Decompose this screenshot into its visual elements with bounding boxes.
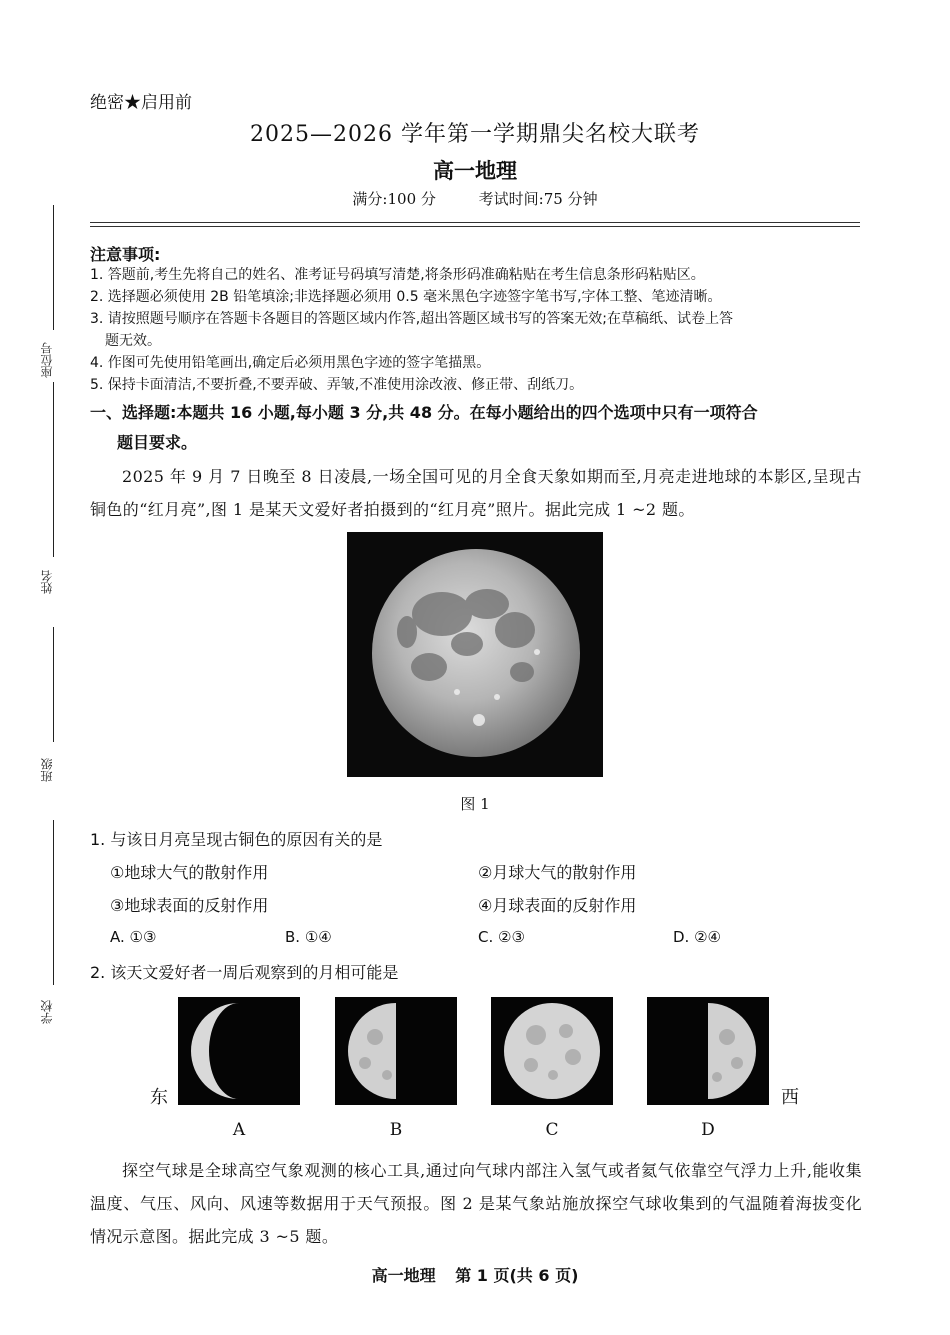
subject-title: 高一地理 — [433, 159, 517, 183]
header-rule-bottom — [90, 226, 860, 227]
page-footer — [0, 1263, 950, 1286]
binding-line — [53, 820, 54, 985]
notice-item: 1. 答题前,考生先将自己的姓名、准考证号码填写清楚,将条形码准确粘贴在考生信息条形码粘贴区。 — [90, 267, 705, 283]
exam-time: 考试时间:75 分钟 — [478, 190, 598, 208]
moon-photo — [347, 532, 603, 777]
passage-1: 2025 年 9 月 7 日晚至 8 日凌晨,一场全国可见的月全食天象如期而至,月亮走进地球的本影区,呈现古铜色的“红月亮”,图 1 是某天文爱好者拍摄到的“红月亮”照片。据此完成 1 ~2 题。 — [90, 467, 862, 519]
binding-line — [53, 382, 54, 557]
binding-line — [53, 627, 54, 742]
seat-label: 座位号 — [40, 342, 54, 378]
figure-1-caption: 图 1 — [460, 795, 490, 813]
name-label: 姓名 — [40, 570, 54, 594]
moon-phase-b — [335, 997, 457, 1105]
notice-item: 5. 保持卡面清洁,不要折叠,不要弄破、弄皱,不准使用涂改液、修正带、刮纸刀。 — [90, 377, 584, 393]
question-2-stem: 2. 该天文爱好者一周后观察到的月相可能是 — [90, 963, 399, 982]
school-label: 学校 — [40, 1000, 54, 1024]
statement-2: ②月球大气的散射作用 — [478, 863, 637, 882]
secret-label: 绝密★启用前 — [90, 93, 192, 113]
full-score: 满分:100 分 — [352, 190, 436, 208]
phase-letter-b: B — [389, 1120, 403, 1140]
section-heading — [90, 398, 865, 458]
section-heading-line: 题目要求。 — [117, 433, 198, 452]
statement-1: ①地球大气的散射作用 — [110, 863, 269, 882]
east-label: 东 — [150, 1087, 168, 1108]
footer-page: 第 1 页(共 6 页) — [455, 1266, 579, 1285]
choice-a: A. ①③ — [110, 928, 157, 946]
phase-letter-c: C — [545, 1120, 559, 1140]
question-1-stem: 1. 与该日月亮呈现古铜色的原因有关的是 — [90, 830, 383, 849]
binding-line — [53, 205, 54, 330]
notice-list — [90, 264, 862, 396]
footer-subject: 高一地理 — [371, 1266, 436, 1285]
notice-item: 4. 作图可先使用铅笔画出,确定后必须用黑色字迹的签字笔描黑。 — [90, 355, 491, 371]
moon-phase-c — [491, 997, 613, 1105]
choice-d: D. ②④ — [673, 928, 721, 946]
moon-phase-d — [647, 997, 769, 1105]
score-time-line — [0, 188, 950, 209]
phase-letter-a: A — [232, 1120, 246, 1140]
notice-item: 2. 选择题必须使用 2B 铅笔填涂;非选择题必须用 0.5 毫米黑色字迹签字笔书写,字体工整、笔迹清晰。 — [90, 289, 722, 305]
notice-item: 题无效。 — [105, 333, 161, 349]
moon-phase-a — [178, 997, 300, 1105]
choice-c: C. ②③ — [478, 928, 525, 946]
passage-2: 探空气球是全球高空气象观测的核心工具,通过向气球内部注入氢气或者氦气依靠空气浮力上升,能收集温度、气压、风向、风速等数据用于天气预报。图 2 是某气象站施放探空气球收集到的气温随着海拔变化情况示意图。据此完成 3 ~5 题。 — [90, 1161, 862, 1246]
phase-letter-d: D — [701, 1120, 715, 1140]
statement-4: ④月球表面的反射作用 — [478, 896, 637, 915]
class-label: 班级 — [40, 758, 54, 782]
notice-item: 3. 请按照题号顺序在答题卡各题目的答题区域内作答,超出答题区域书写的答案无效;在草稿纸、试卷上答 — [90, 311, 733, 327]
section-heading-line: 一、选择题:本题共 16 小题,每小题 3 分,共 48 分。在每小题给出的四个选项中只有一项符合 — [90, 403, 758, 422]
exam-title: 2025—2026 学年第一学期鼎尖名校大联考 — [250, 122, 700, 147]
west-label: 西 — [781, 1087, 799, 1108]
statement-3: ③地球表面的反射作用 — [110, 896, 269, 915]
choice-b: B. ①④ — [285, 928, 332, 946]
notice-heading: 注意事项: — [90, 245, 161, 264]
header-rule-top — [90, 222, 860, 223]
